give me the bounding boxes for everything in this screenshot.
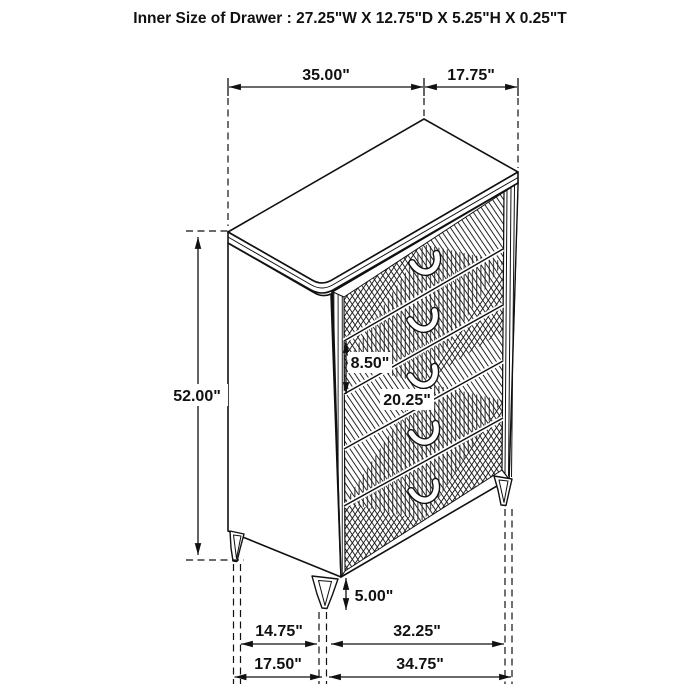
dim-label-drawer-width: 20.25" <box>383 392 431 409</box>
dim-label-base-front-inner: 14.75" <box>255 623 303 640</box>
dim-label-base-side-outer: 34.75" <box>396 656 444 673</box>
diagram-title: Inner Size of Drawer : 27.25"W X 12.75"D X 5.25"H X 0.25"T <box>133 10 567 27</box>
dim-label-overall-height: 52.00" <box>173 388 221 405</box>
dim-label-top-depth: 17.75" <box>447 67 495 84</box>
leg-height-dimension <box>346 578 398 610</box>
dim-label-drawer-height: 8.50" <box>350 355 390 372</box>
drawer-width-dimension <box>380 389 434 410</box>
dim-label-base-front-outer: 17.50" <box>254 656 302 673</box>
dim-label-leg-height: 5.00" <box>354 588 394 605</box>
dim-label-top-width: 35.00" <box>302 67 350 84</box>
dim-label-base-side-inner: 32.25" <box>393 623 441 640</box>
